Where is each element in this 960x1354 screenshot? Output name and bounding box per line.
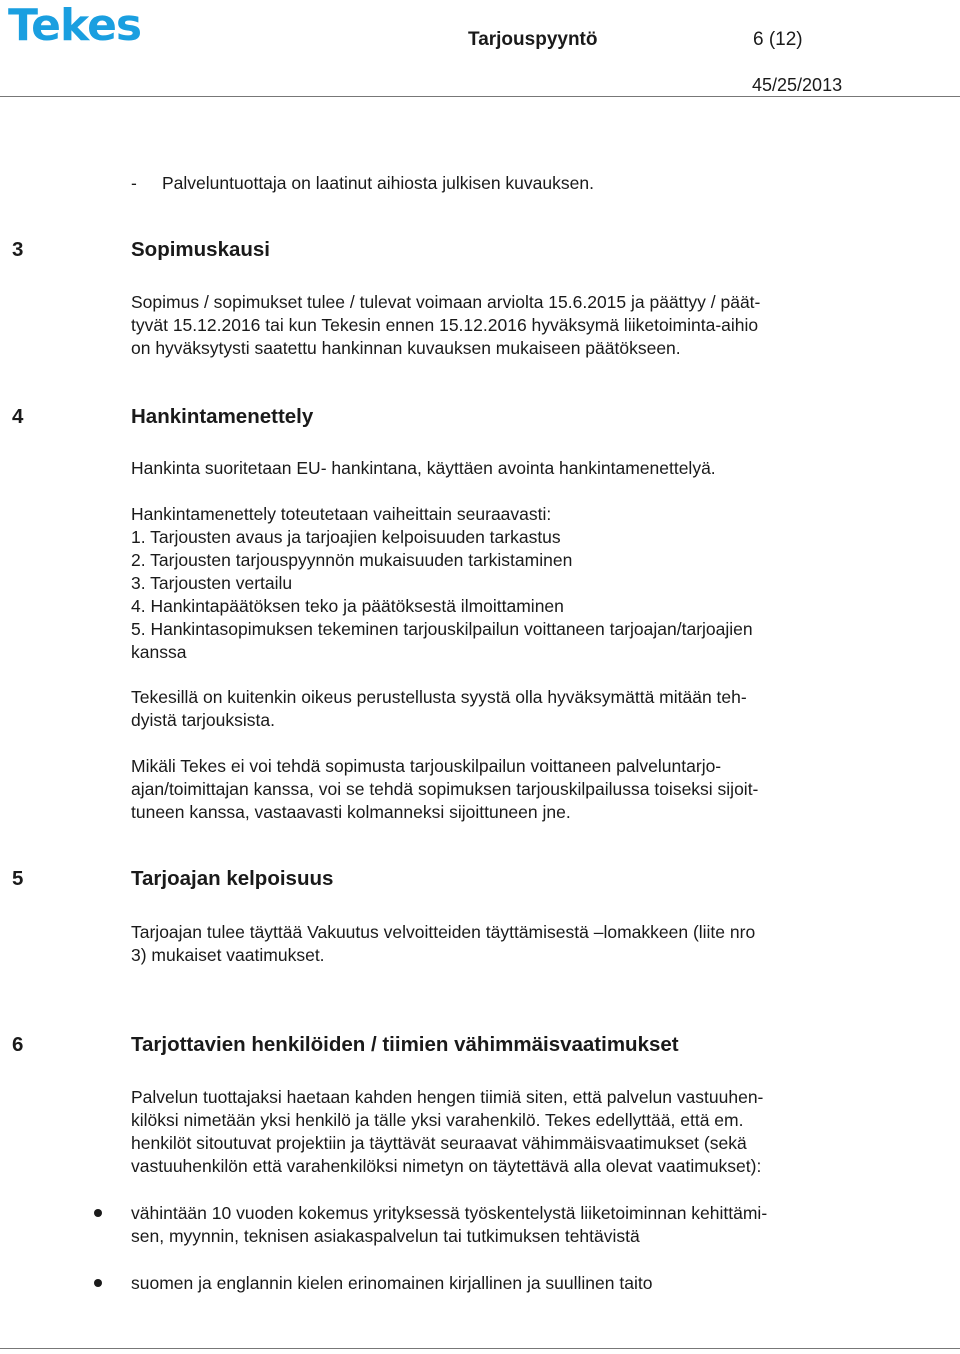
section-3-number: 3	[12, 238, 24, 261]
section-6-bullet-2: suomen ja englannin kielen erinomainen kirjallinen ja suullinen taito	[131, 1273, 653, 1293]
section-4-paragraph-3: Mikäli Tekes ei voi tehdä sopimusta tarjouskilpailun voittaneen palveluntarjo-	[131, 756, 722, 776]
section-6-line: vastuuhenkilön että varahenkilöksi nimetyn on täytettävä alla olevat vaatimukset):	[131, 1156, 762, 1176]
section-4-paragraph-1: Hankinta suoritetaan EU- hankintana, käyttäen avointa hankintamenettelyä.	[131, 458, 716, 478]
document-date: 45/25/2013	[752, 75, 843, 95]
section-4-paragraph-3: tuneen kanssa, vastaavasti kolmanneksi sijoittuneen jne.	[131, 802, 571, 822]
footer-divider	[0, 1348, 960, 1349]
section-4-number: 4	[12, 405, 24, 428]
tekes-logo: Tekes	[8, 0, 142, 51]
section-5-line: 3) mukaiset vaatimukset.	[131, 945, 325, 965]
section-3-title: Sopimuskausi	[131, 238, 270, 261]
section-4-title: Hankintamenettely	[131, 405, 314, 428]
section-6-title: Tarjottavien henkilöiden / tiimien vähimmäisvaatimukset	[131, 1033, 679, 1056]
section-4-list-line: 1. Tarjousten avaus ja tarjoajien kelpoisuuden tarkastus	[131, 527, 561, 547]
section-4-list-line: Hankintamenettely toteutetaan vaiheittain seuraavasti:	[131, 504, 552, 524]
bullet-icon	[94, 1209, 102, 1217]
section-4-list-line: 3. Tarjousten vertailu	[131, 573, 293, 593]
section-6-number: 6	[12, 1033, 24, 1056]
section-3-line: tyvät 15.12.2016 tai kun Tekesin ennen 15.12.2016 hyväksymä liiketoiminta-aihio	[131, 315, 759, 335]
section-6-bullet-1: sen, myynnin, teknisen asiakaspalvelun tai tutkimuksen tehtävistä	[131, 1226, 640, 1246]
section-5-line: Tarjoajan tulee täyttää Vakuutus velvoitteiden täyttämisestä –lomakkeen (liite nro	[131, 922, 756, 942]
section-4-paragraph-2: dyistä tarjouksista.	[131, 710, 275, 730]
section-4-list-line: 4. Hankintapäätöksen teko ja päätöksestä ilmoittaminen	[131, 596, 564, 616]
document-title: Tarjouspyyntö	[468, 29, 598, 50]
section-4-paragraph-3: ajan/toimittajan kanssa, voi se tehdä sopimuksen tarjouskilpailussa toiseksi sijoit-	[131, 779, 759, 799]
section-4-list-line: kanssa	[131, 642, 187, 662]
page-number: 6 (12)	[753, 29, 803, 50]
section-4-list-line: 2. Tarjousten tarjouspyynnön mukaisuuden tarkistaminen	[131, 550, 573, 570]
intro-text: Palveluntuottaja on laatinut aihiosta julkisen kuvauksen.	[162, 173, 594, 193]
section-4-list-line: 5. Hankintasopimuksen tekeminen tarjouskilpailun voittaneen tarjoajan/tarjoajien	[131, 619, 753, 639]
section-4-paragraph-2: Tekesillä on kuitenkin oikeus perustellusta syystä olla hyväksymättä mitään teh-	[131, 687, 747, 707]
section-3-line: Sopimus / sopimukset tulee / tulevat voimaan arviolta 15.6.2015 ja päättyy / päät-	[131, 292, 761, 312]
section-3-line: on hyväksytysti saatettu hankinnan kuvauksen mukaiseen päätökseen.	[131, 338, 681, 358]
intro-dash: -	[131, 173, 137, 193]
section-6-line: kilöksi nimetään yksi henkilö ja tälle yksi varahenkilö. Tekes edellyttää, että em.	[131, 1110, 744, 1130]
section-5-number: 5	[12, 867, 24, 890]
section-6-line: henkilöt sitoutuvat projektiin ja täyttävät seuraavat vähimmäisvaatimukset (sekä	[131, 1133, 747, 1153]
section-6-bullet-1: vähintään 10 vuoden kokemus yrityksessä työskentelystä liiketoiminnan kehittämi-	[131, 1203, 768, 1223]
header-divider	[0, 96, 960, 97]
section-5-title: Tarjoajan kelpoisuus	[131, 867, 334, 890]
section-6-line: Palvelun tuottajaksi haetaan kahden hengen tiimiä siten, että palvelun vastuuhen-	[131, 1087, 764, 1107]
bullet-icon	[94, 1279, 102, 1287]
